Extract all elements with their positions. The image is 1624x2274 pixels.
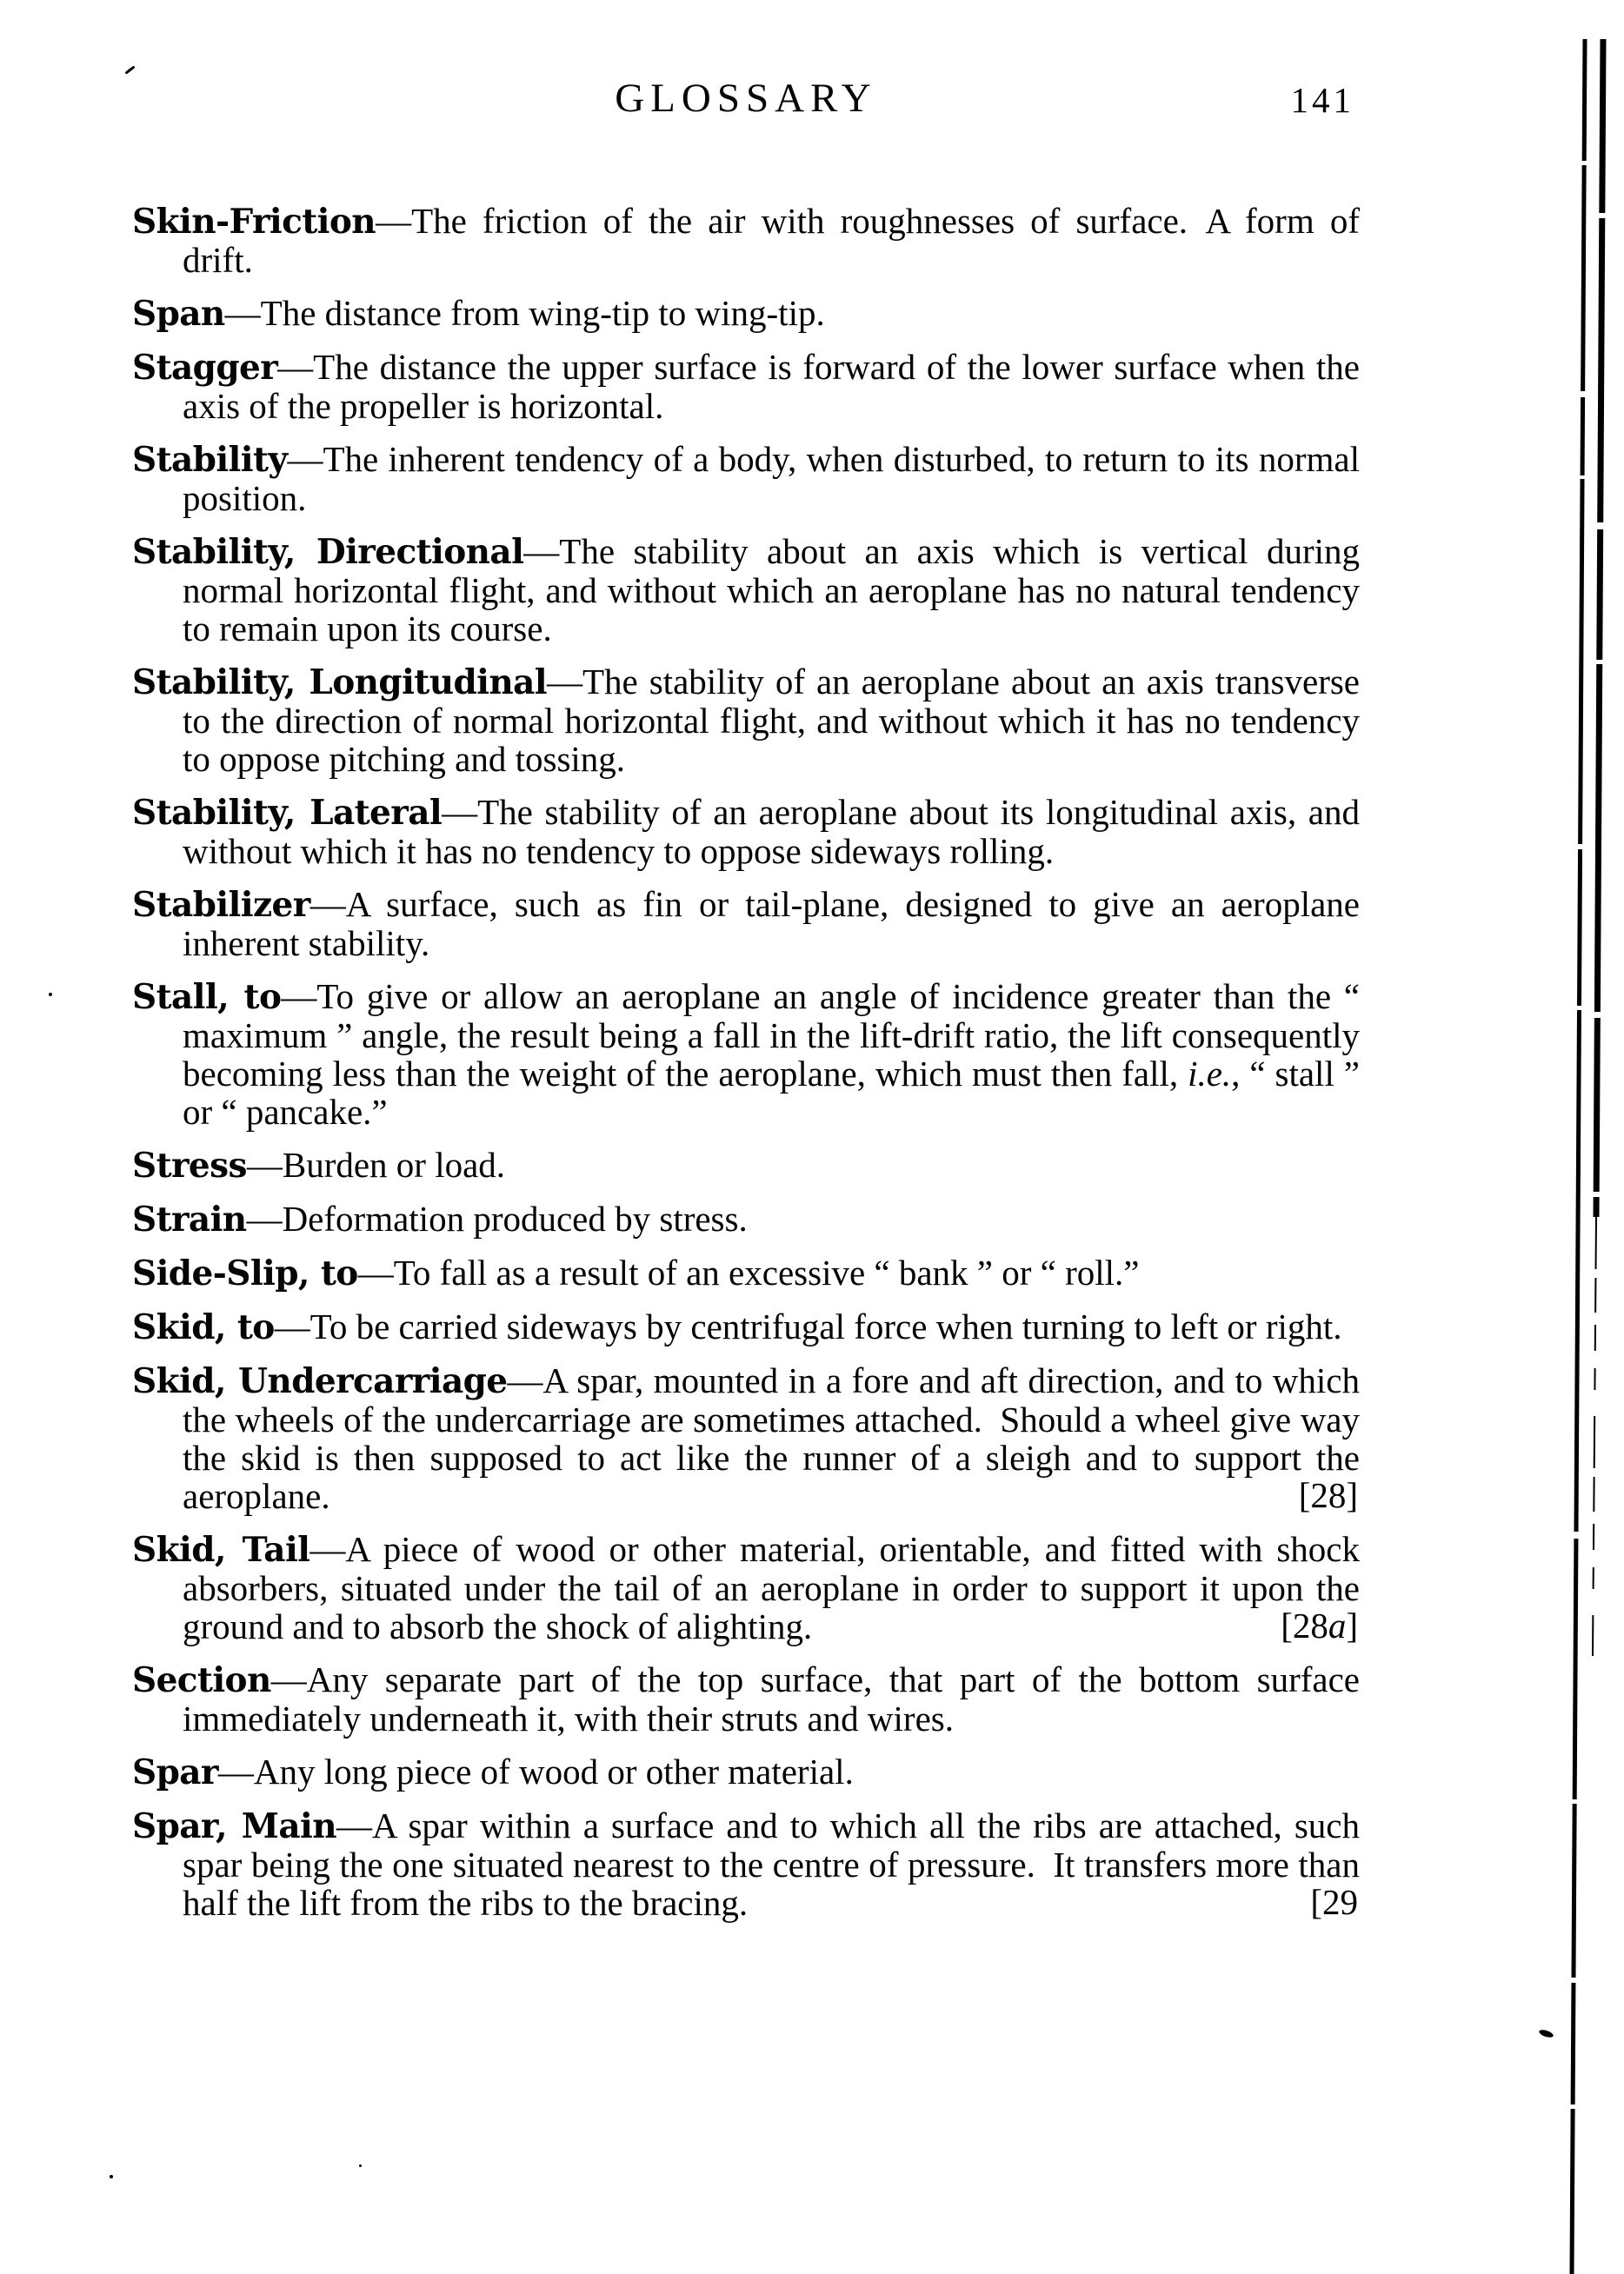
- entry-definition: —A spar within a surface and to which all the ribs are attached, such spar being the one situated nearest to the centre of pressure. It transfers more than half the lift from the ribs to the bracing.: [183, 1805, 1360, 1923]
- page-number: 141: [1290, 80, 1354, 120]
- entry-term: Stress: [132, 1146, 247, 1186]
- entry-term: Spar: [132, 1752, 218, 1792]
- entry-definition: —Any long piece of wood or other material.: [217, 1752, 854, 1792]
- entry-definition: —Deformation produced by stress.: [246, 1199, 748, 1239]
- ink-speck: [110, 2175, 113, 2178]
- ink-speck: [1538, 2029, 1554, 2039]
- entry-definition: —To give or allow an aeroplane an angle of incidence greater than the “ maximum ” angle, the result being a fall in the lift-drift ratio, the lift consequently becoming less than the weight of the aeroplane, which must then fall,: [183, 976, 1360, 1094]
- glossary-entry: [132, 1146, 1360, 1185]
- glossary-entry: [132, 793, 1360, 870]
- reference-mark: [29: [1310, 1882, 1358, 1922]
- entry-definition: —A piece of wood or other material, orientable, and fitted with shock absorbers, situated under the tail of an aeroplane in order to support it upon the ground and to absorb the shock of alighting.: [183, 1529, 1360, 1646]
- entry-definition: —The stability about an axis which is vertical during normal horizontal flight, and without which an aeroplane has no natural tendency to remain upon its course.: [183, 531, 1360, 648]
- ink-speck: [124, 65, 135, 74]
- entry-term: Stability, Lateral: [132, 793, 443, 833]
- entry-term: Skid, Undercarriage: [132, 1361, 508, 1401]
- glossary-entry: [132, 1530, 1360, 1646]
- entry-term: Skid, Tail: [132, 1530, 310, 1570]
- entry-definition: —The distance from wing-tip to wing-tip.: [224, 293, 825, 333]
- page-title: GLOSSARY: [615, 76, 877, 121]
- ink-speck: [49, 993, 52, 996]
- entry-definition: —The distance the upper surface is forward of the lower surface when the axis of the propeller is horizontal.: [183, 347, 1360, 426]
- glossary-entry: [132, 1307, 1360, 1346]
- entry-term: Stabilizer: [132, 885, 310, 925]
- entry-term: Skin-Friction: [132, 202, 376, 242]
- ink-speck: [359, 2164, 362, 2167]
- reference-mark: [28]: [1298, 1475, 1358, 1515]
- entry-term: Stability, Longitudinal: [132, 662, 547, 702]
- glossary-entry: [132, 440, 1360, 517]
- entry-definition: —To be carried sideways by centrifugal force when turning to left or right.: [274, 1307, 1342, 1346]
- entry-definition: —The stability of an aeroplane about its longitudinal axis, and without which it has no tendency to oppose sideways rolling.: [183, 792, 1360, 871]
- reference-mark: [28a]: [1281, 1606, 1358, 1646]
- glossary-entry: [132, 885, 1360, 962]
- entry-term: Stagger: [132, 348, 278, 388]
- entry-definition: —The stability of an aeroplane about an axis transverse to the direction of normal horizontal flight, and without which it has no tendency to oppose pitching and tossing.: [183, 662, 1360, 779]
- glossary-entry: [132, 1660, 1360, 1738]
- entry-term: Stall, to: [132, 977, 282, 1017]
- entry-definition: —The inherent tendency of a body, when disturbed, to return to its normal position.: [183, 439, 1360, 518]
- running-head: [132, 75, 1360, 130]
- entry-term: Stability: [132, 440, 288, 480]
- glossary-entry: [132, 1806, 1360, 1922]
- glossary-entry: [132, 1361, 1360, 1515]
- entry-term: Section: [132, 1660, 271, 1700]
- entry-definition: —A spar, mounted in a fore and aft direction, and to which the wheels of the undercarriage are sometimes attached. Should a wheel give way the skid is then supposed to act like the runner of a sleigh and to support the aeroplane.: [183, 1360, 1360, 1516]
- entry-definition: —The friction of the air with roughnesses of surface. A form of drift.: [183, 201, 1360, 280]
- glossary-entry: [132, 1752, 1360, 1792]
- entry-term: Side-Slip, to: [132, 1253, 358, 1293]
- glossary-entry: [132, 1253, 1360, 1293]
- text-column: [132, 75, 1360, 1937]
- glossary-entry: [132, 202, 1360, 279]
- entry-definition-italic: i.e.: [1188, 1054, 1232, 1094]
- glossary-entry: [132, 1200, 1360, 1239]
- entry-definition: , “ stall ” or “ pancake.”: [183, 1054, 1360, 1132]
- entry-definition: —To fall as a result of an excessive “ bank ” or “ roll.”: [357, 1253, 1140, 1293]
- entry-term: Stability, Directional: [132, 532, 524, 572]
- entry-definition: —A surface, such as fin or tail-plane, designed to give an aeroplane inherent stability.: [183, 884, 1360, 963]
- entry-term: Spar, Main: [132, 1806, 337, 1846]
- entry-definition: —Any separate part of the top surface, that part of the bottom surface immediately underneath it, with their struts and wires.: [183, 1659, 1360, 1739]
- glossary-entry: [132, 662, 1360, 778]
- glossary-entry: [132, 532, 1360, 648]
- entry-term: Span: [132, 294, 225, 334]
- glossary-entry: [132, 977, 1360, 1131]
- entry-term: Strain: [132, 1200, 247, 1240]
- glossary-entry: [132, 294, 1360, 333]
- entry-term: Skid, to: [132, 1307, 275, 1347]
- glossary-entry: [132, 348, 1360, 425]
- entry-definition: —Burden or load.: [246, 1145, 506, 1185]
- glossary-entries: [132, 202, 1360, 1922]
